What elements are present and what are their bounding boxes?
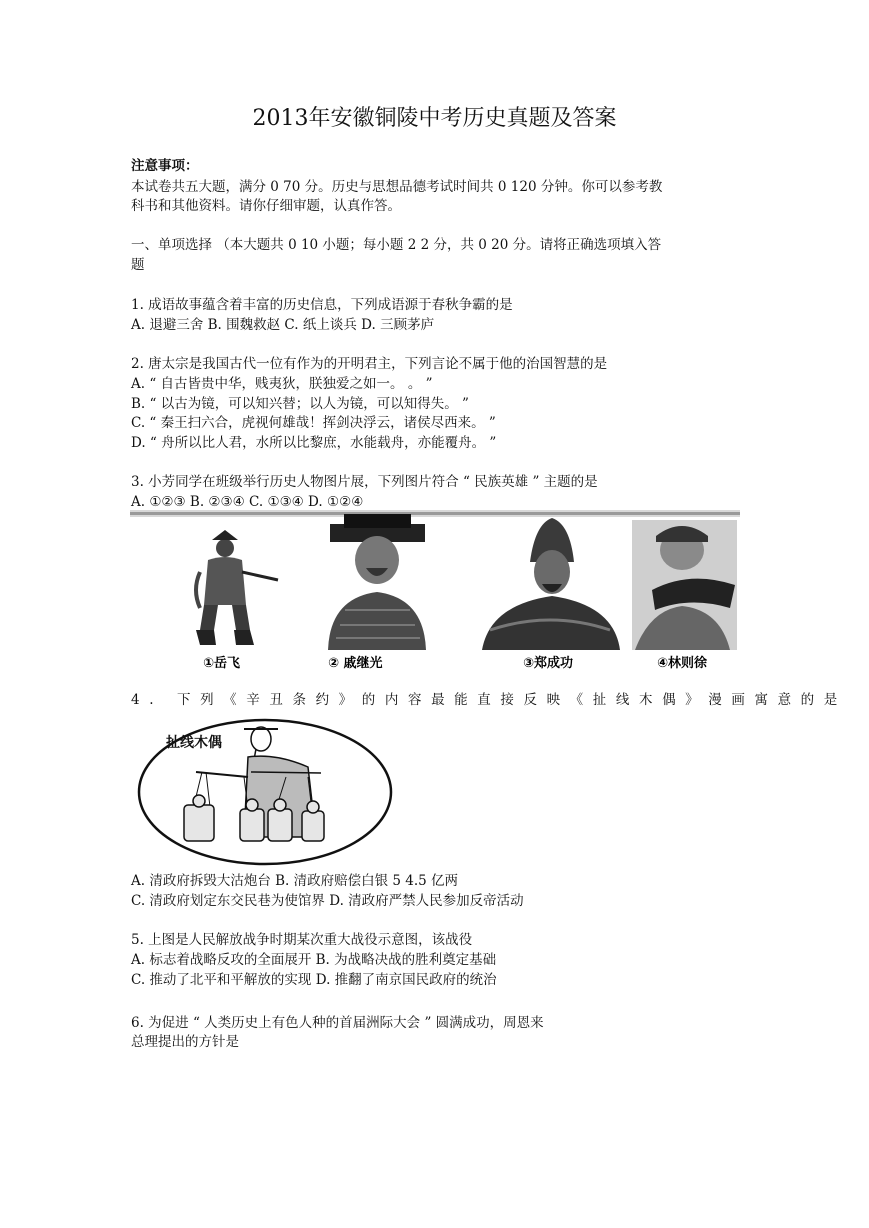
q3-stem: 3. 小芳同学在班级举行历史人物图片展，下列图片符合 “ 民族英雄 ” 主题的是 (131, 474, 598, 490)
qi-jiguang-portrait (328, 514, 426, 650)
q5-stem: 5. 上图是人民解放战争时期某次重大战役示意图，该战役 (131, 932, 473, 948)
q4-stem: 4. 下列《辛丑条约》的内容最能直接反映《扯线木偶》漫画寓意的是 (131, 692, 847, 708)
section-heading-line-2: 题 (131, 257, 145, 273)
lin-zexu-portrait (632, 520, 737, 650)
section-heading-line-1: 一、单项选择 （本大题共 0 10 小题；每小题 2 2 分，共 0 20 分。请将正确选项填入答 (131, 237, 662, 253)
puppet-cartoon-image (136, 717, 394, 867)
notice-line-2: 科书和其他资料。请你仔细审题，认真作答。 (131, 198, 401, 214)
caption-lin-zexu: ④林则徐 (657, 656, 708, 671)
caption-zheng-chenggong: ③郑成功 (523, 656, 574, 671)
q2-option-d: D. “ 舟所以比人君，水所以比黎庶，水能载舟，亦能覆舟。 ” (131, 435, 497, 451)
zheng-chenggong-portrait (482, 518, 620, 650)
q5-options-cd: C. 推动了北平和平解放的实现 D. 推翻了南京国民政府的统治 (131, 972, 497, 988)
q6-stem-line-2: 总理提出的方针是 (131, 1034, 239, 1050)
caption-qi-jiguang: ② 戚继光 (328, 656, 383, 671)
q1-options: A. 退避三舍 B. 围魏救赵 C. 纸上谈兵 D. 三顾茅庐 (131, 317, 435, 333)
q6-stem-line-1: 6. 为促进 “ 人类历史上有色人种的首届洲际大会 ” 圆满成功，周恩来 (131, 1015, 544, 1031)
notice-heading: 注意事项： (131, 158, 199, 174)
notice-line-1: 本试卷共五大题，满分 0 70 分。历史与思想品德考试时间共 0 120 分钟。你可以参考教 (131, 179, 663, 195)
q4-options-cd: C. 清政府划定东交民巷为使馆界 D. 清政府严禁人民参加反帝活动 (131, 893, 524, 909)
q2-option-b: B. “ 以古为镜，可以知兴替；以人为镜，可以知得失。 ” (131, 396, 469, 412)
q3-options: A. ①②③ B. ②③④ C. ①③④ D. ①②④ (131, 494, 364, 510)
q4-options-ab: A. 清政府拆毁大沽炮台 B. 清政府赔偿白银 5 4.5 亿两 (131, 873, 459, 889)
historical-figures-images (130, 510, 740, 675)
cartoon-title: 扯线木偶 (166, 735, 222, 751)
page-title: 2013年安徽铜陵中考历史真题及答案 (252, 106, 617, 131)
q2-stem: 2. 唐太宗是我国古代一位有作为的开明君主，下列言论不属于他的治国智慧的是 (131, 356, 608, 372)
q2-option-c: C. “ 秦王扫六合，虎视何雄哉！挥剑决浮云，诸侯尽西来。 ” (131, 415, 496, 431)
q2-option-a: A. “ 自古皆贵中华，贱夷狄，朕独爱之如一。 。 ” (131, 376, 433, 392)
q1-stem: 1. 成语故事蕴含着丰富的历史信息，下列成语源于春秋争霸的是 (131, 297, 513, 313)
q5-options-ab: A. 标志着战略反攻的全面展开 B. 为战略决战的胜利奠定基础 (131, 952, 497, 968)
caption-yue-fei: ①岳飞 (203, 656, 241, 671)
yue-fei-portrait (196, 530, 278, 645)
